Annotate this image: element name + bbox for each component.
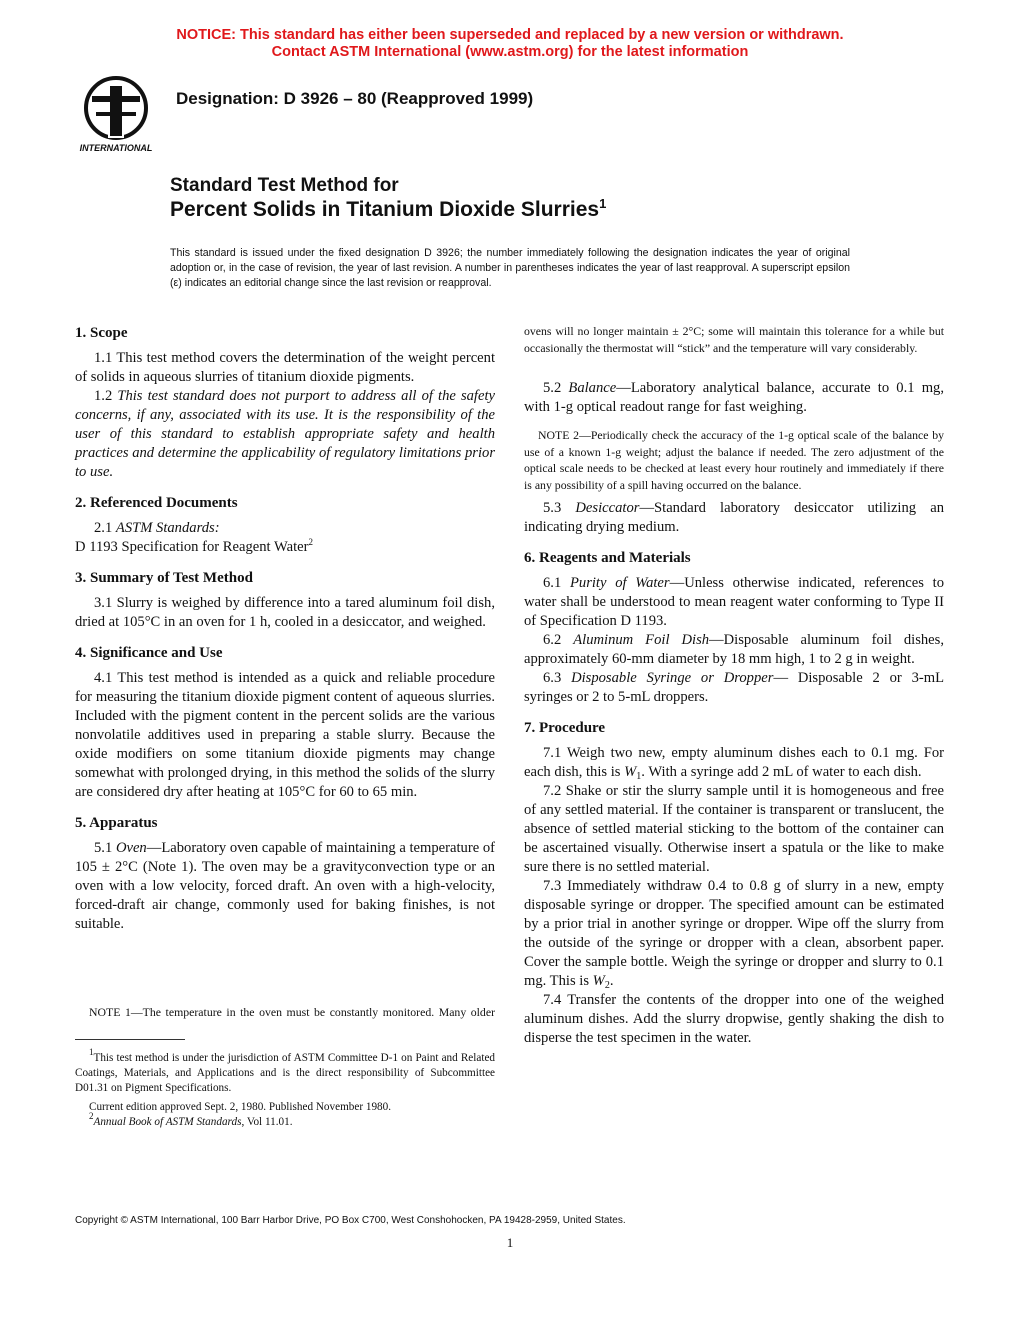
para-6-1-term: Purity of Water <box>569 575 670 591</box>
page-number: 1 <box>506 1235 514 1250</box>
para-7-2: 7.2 Shake or stir the slurry sample until it is homogeneous and free of any settled material. If the container is transparent or translucent, the absence of settled material sticking to the bottom of the container can be ascertained visually. Otherwise insert a spatula or the like to make sure there is no settled material. <box>524 783 944 875</box>
footnote-2-mark: 2 <box>89 1111 94 1121</box>
note-2: NOTE 2—Periodically check the accuracy of the 1-g optical scale of the balance by use of a known 1-g weight; adjust the balance if needed. The zero adjustment of the optical scale needs to be checked at least every hour routinely and immediately if there is any possibility of a spill having occurred on the balance. <box>524 428 944 492</box>
para-2-1-num: 2.1 <box>94 520 113 536</box>
ref-d1193-mark: 2 <box>308 537 313 547</box>
para-1-1: 1.1 This test method covers the determination of the weight percent of solids in aqueous slurries of titanium dioxide pigments. <box>75 350 495 385</box>
logo-wordmark: INTERNATIONAL <box>79 143 153 153</box>
para-5-1 <box>75 839 495 934</box>
para-6-1 <box>524 574 944 631</box>
right-column <box>524 323 944 1048</box>
para-5-2-text: —Laboratory analytical balance, accurate to 0.1 mg, with 1-g optical readout range for fast weighing. <box>524 380 944 415</box>
para-7-1-var: W <box>624 764 637 780</box>
section-6-heading: 6. Reagents and Materials <box>524 550 691 566</box>
footnote-2-text: , Vol 11.01. <box>241 1116 293 1128</box>
para-6-3-text: — Disposable 2 or 3-mL syringes or 2 to 5-mL droppers. <box>524 670 944 705</box>
para-5-1-text: —Laboratory oven capable of maintaining a temperature of 105 ± 2°C (Note 1). The oven may be a gravityconvection type or an oven with a low velocity, forced draft. An oven with a high-velocity, forced-draft air change, commonly used for baking finishes, is not suitable. <box>75 840 496 932</box>
para-5-1-term: Oven <box>115 840 147 856</box>
title-line-1: Standard Test Method for <box>170 175 399 196</box>
notice-line-2: Contact ASTM International (www.astm.org) for the latest information <box>271 44 749 60</box>
para-7-3-text-b: . <box>609 973 614 989</box>
astm-logo <box>70 72 162 154</box>
para-1-2-text: This test standard does not purport to address all of the safety concerns, if any, associated with its use. It is the responsibility of the user of this standard to establish appropriate safety and health practices and determine the applicability of regulatory limitations prior to use. <box>75 388 495 480</box>
para-5-3 <box>524 499 944 537</box>
title-text: Percent Solids in Titanium Dioxide Slurries <box>170 198 600 221</box>
para-6-1-num: 6.1 <box>543 575 562 591</box>
note-1-continuation <box>524 323 944 356</box>
section-3-heading: 3. Summary of Test Method <box>75 570 253 586</box>
para-2-1-text: ASTM Standards: <box>115 520 220 536</box>
para-1-2 <box>75 387 495 482</box>
copyright: Copyright © ASTM International, 100 Barr Harbor Drive, PO Box C700, West Conshohocken, PA 19428-2959, United States. <box>75 1215 626 1226</box>
para-7-1 <box>524 744 944 782</box>
para-7-4: 7.4 Transfer the contents of the dropper into one of the weighed aluminum dishes. Add the slurry dropwise, gently shaking the dish to disperse the test specimen in the water. <box>524 992 944 1046</box>
title-line-2 <box>170 198 606 222</box>
ref-d1193 <box>75 538 495 557</box>
designation: Designation: D 3926 – 80 (Reapproved 1999) <box>176 89 534 108</box>
footnote-1-text: This test method is under the jurisdiction of ASTM Committee D-1 on Paint and Related Coatings, Materials, and Applications and is the direct responsibility of Subcommittee D01.31 on Pigment Specifications. <box>75 1052 495 1094</box>
notice-line-1: NOTICE: This standard has either been superseded and replaced by a new version or withdrawn. <box>176 27 844 43</box>
section-7-heading: 7. Procedure <box>524 720 606 736</box>
section-5-heading: 5. Apparatus <box>75 815 158 831</box>
para-7-3-var: W <box>592 973 605 989</box>
title-footnote-mark: 1 <box>599 196 607 211</box>
footnote-2 <box>75 1111 495 1130</box>
para-7-1-text-b: . With a syringe add 2 mL of water to each dish. <box>641 764 922 780</box>
section-2-heading: 2. Referenced Documents <box>75 495 238 511</box>
footnote-1b: Current edition approved Sept. 2, 1980. Published November 1980. <box>89 1101 392 1113</box>
para-7-3-text-a: 7.3 Immediately withdraw 0.4 to 0.8 g of slurry in a new, empty disposable syringe or dropper. The specified amount can be estimated by a prior trial in another syringe or dropper. Wipe off the slurry from the outside of the syringe or dropper with a clean, absorbent paper. Cover the sample bottle. Weigh the syringe or dropper and slurry to 0.1 mg. This is <box>524 878 944 989</box>
withdrawal-notice <box>0 27 1020 61</box>
para-6-2-term: Aluminum Foil Dish <box>573 632 710 648</box>
para-7-1-text-a: 7.1 Weigh two new, empty aluminum dishes each to 0.1 mg. For each dish, this is <box>524 745 944 780</box>
footnote-rule <box>75 1039 185 1040</box>
para-6-1-text: —Unless otherwise indicated, references to water shall be understood to mean reagent water conforming to Type II of Specification D 1193. <box>524 575 944 629</box>
para-5-1-num: 5.1 <box>94 840 113 856</box>
para-7-3-sub: 2 <box>604 980 610 991</box>
note-1-part-a <box>75 1004 495 1021</box>
para-1-2-num: 1.2 <box>94 388 113 404</box>
note-1-text-a: NOTE 1—The temperature in the oven must be constantly monitored. Many older <box>89 1005 495 1019</box>
para-4-1: 4.1 This test method is intended as a quick and reliable procedure for measuring the titanium dioxide pigment content of aqueous slurries. Included with the pigment content in the percent solids are the various nonvolatile additives used in preparing a stable slurry. Because the oxide modifiers on some titanium dioxide pigments may change somewhat with prolonged drying, in this method the solids of the slurry are considered dry after heating at 105°C for 60 to 65 min. <box>75 670 495 800</box>
para-6-3-num: 6.3 <box>543 670 562 686</box>
para-6-3 <box>524 669 944 707</box>
para-6-2 <box>524 631 944 669</box>
footnote-1 <box>75 1047 495 1096</box>
section-4-heading: 4. Significance and Use <box>75 645 223 661</box>
intro-paragraph: This standard is issued under the fixed designation D 3926; the number immediately following the designation indicates the year of original adoption or, in the case of revision, the year of last revision. A number in parentheses indicates the year of last reapproval. A superscript epsilon (ε) indicates an editorial change since the last revision or reapproval. <box>170 247 850 289</box>
para-5-2-num: 5.2 <box>543 380 562 396</box>
para-2-1 <box>75 519 495 538</box>
para-5-3-num: 5.3 <box>543 500 562 516</box>
para-3-1: 3.1 Slurry is weighed by difference into a tared aluminum foil dish, dried at 105°C in an oven for 1 h, cooled in a desiccator, and weighed. <box>75 595 495 630</box>
para-5-3-text: —Standard laboratory desiccator utilizing an indicating drying medium. <box>524 500 944 535</box>
section-1-heading: 1. Scope <box>75 325 128 341</box>
footnote-2-title: Annual Book of ASTM Standards <box>93 1116 242 1128</box>
para-6-3-term: Disposable Syringe or Dropper <box>571 670 774 686</box>
footnote-1-mark: 1 <box>89 1047 94 1057</box>
para-5-2-term: Balance <box>568 380 617 396</box>
para-5-3-term: Desiccator <box>575 500 640 516</box>
para-7-1-sub: 1 <box>636 771 642 782</box>
ref-d1193-text: D 1193 Specification for Reagent Water <box>75 539 309 555</box>
left-column <box>75 324 495 934</box>
astm-logo-icon <box>70 72 162 154</box>
para-6-2-text: —Disposable aluminum foil dishes, approximately 60-mm diameter by 18 mm high, 1 to 2 g in weight. <box>524 632 944 667</box>
para-6-2-num: 6.2 <box>543 632 562 648</box>
note-1-part-b <box>524 323 944 373</box>
para-5-2 <box>524 379 944 417</box>
note-1-text-b: ovens will no longer maintain ± 2°C; some will maintain this tolerance for a while but occasionally the thermostat will “stick” and the temperature will vary considerably. <box>524 324 944 355</box>
para-7-3 <box>524 877 944 991</box>
